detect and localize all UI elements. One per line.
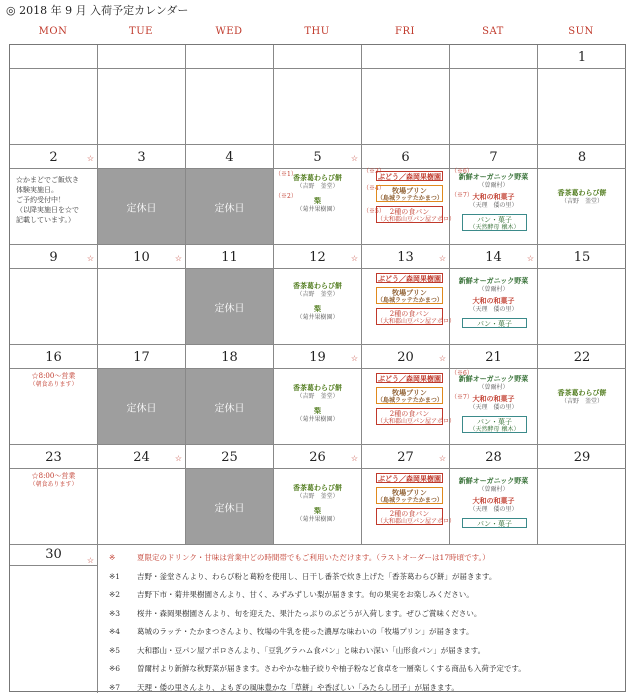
item-label: パン・菓子	[477, 520, 512, 528]
organic-label: 新鮮オーガニック野菜	[458, 374, 529, 383]
wagashi-label: 大和の和菓子	[472, 192, 515, 201]
day-number: 28	[450, 448, 537, 469]
pan-kashi-box	[462, 518, 527, 528]
item-source: （大和郡山豆パン屋アポロ）	[377, 518, 456, 525]
nashi-label: 梨	[314, 196, 321, 205]
calendar-cell	[538, 445, 626, 545]
footnote-key: ※6	[109, 664, 121, 673]
wagashi-source: （天理 倭の里）	[469, 506, 518, 513]
star-icon: ☆	[350, 454, 358, 463]
warabi-label: 香茶葛わらび餅	[557, 188, 607, 197]
item-label: パン・菓子	[477, 418, 512, 426]
footnote-key: ※5	[109, 645, 121, 655]
closed-label: 定休日	[214, 203, 245, 214]
calendar-cell	[274, 345, 362, 445]
item-label: 牧場プリン	[392, 488, 427, 497]
calendar-cell	[186, 45, 274, 145]
day-number: 15	[538, 248, 626, 269]
open-800-label: ☆8:00～営業	[31, 472, 76, 480]
item-label: ぶどう／森岡果樹園	[378, 274, 441, 283]
calendar-cell	[362, 45, 450, 145]
calendar-cell	[10, 545, 98, 693]
pan2-box	[376, 308, 456, 325]
day-number: 12	[274, 248, 361, 269]
footnote-key: ※7	[109, 682, 121, 692]
star-icon: ☆	[350, 154, 358, 163]
item-source: （天然酵母 穣木）	[469, 224, 520, 231]
calendar-cell	[362, 345, 456, 445]
closed-label: 定休日	[214, 403, 245, 414]
item-source: （天然酵母 穣木）	[469, 426, 520, 433]
calendar-cell	[450, 145, 538, 245]
footnote-key: ※1	[109, 571, 121, 581]
calendar-cell	[186, 445, 274, 545]
calendar-cell	[450, 445, 538, 545]
footnote-mark: （※1）	[275, 171, 297, 178]
day-number: 19	[274, 348, 361, 369]
kamado-note: 体験実施日。	[16, 186, 58, 194]
wagashi-label: 大和の和菓子	[472, 394, 515, 403]
organic-label: 新鮮オーガニック野菜	[458, 276, 529, 285]
footnote-mark: （※6）	[451, 168, 473, 175]
star-icon: ☆	[438, 254, 446, 263]
organic-source: （曽爾村）	[478, 384, 509, 391]
star-icon: ☆	[438, 454, 446, 463]
footnote-text: 吉野・釜堂さんより、わらび粉と葛粉を使用し、日干し番茶で炊き上げた「香茶葛わらび餅」が届きます。	[137, 571, 497, 581]
weekday-fri: FRI	[395, 26, 415, 37]
day-number: 3	[98, 148, 185, 169]
day-number	[362, 48, 449, 69]
organic-source: （曽爾村）	[478, 286, 509, 293]
wagashi-label: 大和の和菓子	[472, 296, 515, 305]
calendar-cell	[10, 245, 98, 345]
nashi-source: （菊井果樹園）	[296, 416, 339, 423]
wagashi-source: （天理 倭の里）	[469, 404, 518, 411]
warabi-source: （吉野 釜堂）	[560, 398, 603, 405]
day-number	[98, 48, 185, 69]
nashi-source: （菊井果樹園）	[296, 516, 339, 523]
star-icon: ☆	[86, 154, 94, 163]
nashi-label: 梨	[314, 406, 321, 415]
footnote-key: ※	[109, 553, 116, 562]
budou-box	[376, 373, 443, 383]
day-number: 25	[186, 448, 273, 469]
calendar-cell	[538, 345, 626, 445]
budou-box	[376, 273, 443, 283]
day-number: 21	[450, 348, 537, 369]
item-source: （島城ラッテたかまつ）	[377, 195, 443, 202]
day-number	[186, 48, 273, 69]
calendar-cell	[98, 445, 186, 545]
day-number: 11	[186, 248, 273, 269]
calendar-cell	[98, 345, 186, 445]
nashi-source: （菊井果樹園）	[296, 206, 339, 213]
weekday-tue: TUE	[129, 26, 153, 37]
footnote-mark: （※4）	[363, 185, 385, 192]
purin-box	[376, 287, 443, 304]
item-label: ぶどう／森岡果樹園	[378, 474, 441, 483]
item-label: ぶどう／森岡果樹園	[378, 172, 441, 181]
wagashi-source: （天理 倭の里）	[469, 306, 518, 313]
footnote-text: 曽爾村より新鮮な秋野菜が届きます。さわやかな柚子絞りや柚子粉など食卓を一層楽しくする商品も入荷予定です。	[137, 664, 526, 673]
organic-label: 新鮮オーガニック野菜	[458, 172, 529, 181]
kamado-note: ☆かまどでご飯炊き	[16, 176, 79, 184]
page-title: ◎ 2018 年 9 月 入荷予定カレンダー	[6, 4, 189, 17]
nashi-label: 梨	[314, 304, 321, 313]
item-label: 2種の食パン	[389, 310, 430, 318]
item-label: 牧場プリン	[392, 186, 427, 195]
day-number: 8	[538, 148, 626, 169]
item-label: 牧場プリン	[392, 288, 427, 297]
calendar-cell	[538, 145, 626, 245]
day-number: 30	[10, 545, 97, 566]
day-number: 4	[186, 148, 273, 169]
open-800-sub: （朝食あります）	[29, 481, 78, 488]
calendar-cell	[186, 345, 274, 445]
weekday-mon: MON	[38, 26, 68, 37]
open-800-sub: （朝食あります）	[29, 381, 78, 388]
warabi-source: （吉野 釜堂）	[296, 493, 339, 500]
nashi-source: （菊井果樹園）	[296, 314, 339, 321]
day-number: 13	[362, 248, 449, 269]
day-number: 2	[10, 148, 97, 169]
footnote-text: 吉野下市・菊井果樹園さんより、甘く、みずみずしい梨が届きます。旬の果実をお楽しみください。	[137, 590, 474, 599]
organic-source: （曽爾村）	[478, 182, 509, 189]
calendar-cell	[98, 45, 186, 145]
calendar-cell	[10, 445, 98, 545]
footnote-text: 大和郡山・豆パン屋アポロさんより、「豆乳グラハム食パン」と味わい深い「山形食パン」が届きます。	[137, 645, 486, 655]
item-source: （島城ラッテたかまつ）	[377, 297, 443, 304]
item-label: ぶどう／森岡果樹園	[378, 374, 441, 383]
weekday-thu: THU	[304, 26, 330, 37]
calendar-cell	[186, 245, 274, 345]
day-number: 10	[98, 248, 185, 269]
day-number: 18	[186, 348, 273, 369]
nashi-label: 梨	[314, 506, 321, 515]
calendar-cell	[274, 445, 362, 545]
item-label: 2種の食パン	[389, 510, 430, 518]
day-number: 1	[538, 48, 626, 69]
star-icon: ☆	[174, 254, 182, 263]
kamado-note: ご予約受付中！	[16, 196, 65, 204]
day-number	[10, 48, 97, 69]
warabi-label: 香茶葛わらび餅	[557, 388, 607, 397]
day-number: 5	[274, 148, 361, 169]
calendar-cell	[274, 245, 362, 345]
day-number: 27	[362, 448, 449, 469]
footnote-mark: （※2）	[275, 193, 297, 200]
item-label: 2種の食パン	[389, 410, 430, 418]
star-icon: ☆	[438, 354, 446, 363]
purin-box	[376, 487, 443, 504]
warabi-label: 香茶葛わらび餅	[293, 383, 342, 392]
footnote-text: 夏限定のドリンク・甘味は営業中どの時間帯でもご利用いただけます。（ラストオーダーは17時頃です。）	[137, 553, 490, 562]
calendar-cell	[362, 145, 456, 245]
calendar-cell	[10, 45, 98, 145]
warabi-label: 香茶葛わらび餅	[293, 173, 342, 182]
kamado-note: 記載しています。）	[16, 216, 75, 224]
calendar-cell	[10, 145, 98, 245]
item-label: 2種の食パン	[389, 208, 430, 216]
item-source: （島城ラッテたかまつ）	[377, 497, 443, 504]
pan-kashi-box	[462, 214, 527, 231]
warabi-source: （吉野 釜堂）	[560, 198, 603, 205]
star-icon: ☆	[350, 354, 358, 363]
day-number: 20	[362, 348, 449, 369]
pan2-box	[376, 508, 456, 525]
calendar-cell	[450, 245, 538, 345]
footnote-key: ※2	[109, 590, 121, 599]
weekday-sun: SUN	[568, 26, 594, 37]
warabi-label: 香茶葛わらび餅	[293, 281, 342, 290]
closed-label: 定休日	[214, 503, 245, 514]
footnote-text: 天理・倭の里さんより、よもぎの風味豊かな「草餅」や香ばしい「みたらし団子」が届きます。	[137, 682, 459, 692]
item-label: 牧場プリン	[392, 388, 427, 397]
kamado-note: （以降実施日を☆で	[16, 206, 79, 214]
warabi-source: （吉野 釜堂）	[296, 393, 339, 400]
day-number: 22	[538, 348, 626, 369]
day-number: 14	[450, 248, 537, 269]
footnote-mark: （※3）	[363, 168, 385, 175]
weekday-wed: WED	[215, 26, 243, 37]
footnote-text: 桜井・森岡果樹園さんより、旬を迎えた、果汁たっぷりのぶどうが入荷します。ぜひご賞味ください。	[137, 608, 482, 618]
calendar-cell	[274, 145, 362, 245]
pan-kashi-box	[462, 416, 527, 433]
star-icon: ☆	[86, 254, 94, 263]
calendar-cell	[362, 245, 456, 345]
calendar-cell	[186, 145, 274, 245]
star-icon: ☆	[86, 556, 94, 565]
organic-label: 新鮮オーガニック野菜	[458, 476, 529, 485]
budou-box	[376, 171, 443, 181]
calendar-cell	[538, 45, 626, 145]
organic-source: （曽爾村）	[478, 486, 509, 493]
day-number: 17	[98, 348, 185, 369]
open-800-label: ☆8:00～営業	[31, 372, 76, 380]
warabi-label: 香茶葛わらび餅	[293, 483, 342, 492]
item-label: パン・菓子	[477, 320, 512, 328]
closed-label: 定休日	[126, 203, 157, 214]
closed-label: 定休日	[126, 403, 157, 414]
day-number	[274, 48, 361, 69]
day-number: 9	[10, 248, 97, 269]
closed-label: 定休日	[214, 303, 245, 314]
footnote-key: ※3	[109, 608, 121, 618]
pan-kashi-box	[462, 318, 527, 328]
footnote-mark: （※7）	[451, 192, 473, 199]
wagashi-source: （天理 倭の里）	[469, 202, 518, 209]
item-source: （島城ラッテたかまつ）	[377, 397, 443, 404]
budou-box	[376, 473, 443, 483]
footnote-text: 葛城のラッテ・たかまつさんより、牧場の牛乳を使った濃厚な味わいの「牧場プリン」が届きます。	[137, 627, 474, 636]
pan2-box	[376, 206, 456, 223]
footnote-mark: （※5）	[363, 208, 385, 215]
footnote-key: ※4	[109, 627, 121, 636]
day-number: 16	[10, 348, 97, 369]
star-icon: ☆	[350, 254, 358, 263]
item-label: パン・菓子	[477, 216, 512, 224]
calendar-cell	[450, 345, 538, 445]
day-number	[450, 48, 537, 69]
day-number: 26	[274, 448, 361, 469]
calendar-cell	[362, 445, 456, 545]
item-source: （大和郡山豆パン屋アポロ）	[377, 216, 456, 223]
warabi-source: （吉野 釜堂）	[296, 183, 339, 190]
pan2-box	[376, 408, 456, 425]
calendar-cell	[274, 45, 362, 145]
day-number: 23	[10, 448, 97, 469]
day-number: 7	[450, 148, 537, 169]
calendar-cell	[98, 245, 186, 345]
purin-box	[376, 387, 443, 404]
footnote-mark: （※6）	[451, 370, 473, 377]
calendar-cell	[10, 345, 98, 445]
calendar-cell	[538, 245, 626, 345]
day-number: 24	[98, 448, 185, 469]
item-source: （大和郡山豆パン屋アポロ）	[377, 318, 456, 325]
star-icon: ☆	[174, 454, 182, 463]
calendar-cell	[450, 45, 538, 145]
day-number: 6	[362, 148, 449, 169]
purin-box	[376, 185, 443, 202]
weekday-sat: SAT	[482, 26, 504, 37]
item-source: （大和郡山豆パン屋アポロ）	[377, 418, 456, 425]
day-number: 29	[538, 448, 626, 469]
footnote-mark: （※7）	[451, 394, 473, 401]
star-icon: ☆	[526, 254, 534, 263]
calendar-cell	[98, 145, 186, 245]
wagashi-label: 大和の和菓子	[472, 496, 515, 505]
warabi-source: （吉野 釜堂）	[296, 291, 339, 298]
